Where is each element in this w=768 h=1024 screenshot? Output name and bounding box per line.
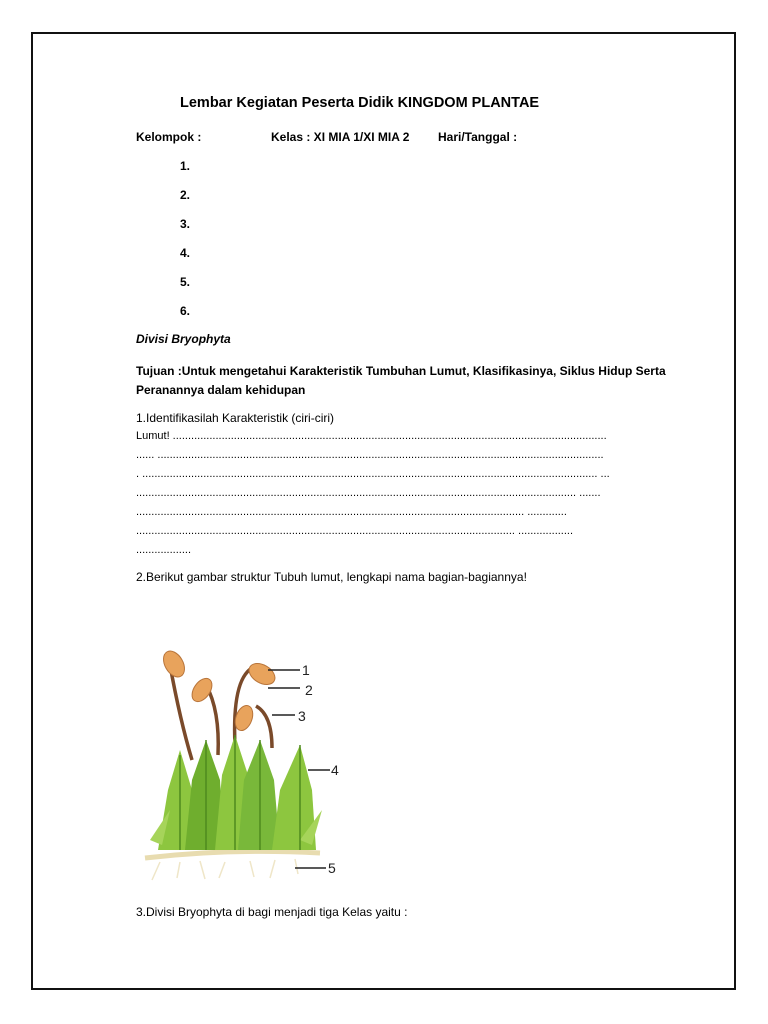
answer-line: ............................................................................................................................ ..................	[136, 525, 574, 537]
question-3-prompt: 3.Divisi Bryophyta di bagi menjadi tiga Kelas yaitu :	[136, 905, 408, 919]
class-label: Kelas : XI MIA 1/XI MIA 2	[271, 130, 410, 144]
member-number: 4.	[180, 246, 191, 260]
seta	[170, 665, 192, 760]
objective-line-1: Tujuan :Untuk mengetahui Karakteristik Tumbuhan Lumut, Klasifikasinya, Siklus Hidup Serta	[136, 364, 666, 378]
division-heading: Divisi Bryophyta	[136, 332, 231, 346]
date-label: Hari/Tanggal :	[438, 130, 518, 144]
figure-label-1: 1	[302, 662, 310, 678]
member-number: 6.	[180, 304, 191, 318]
seta	[256, 706, 272, 748]
capsule	[245, 659, 278, 689]
objective-line-2: Peranannya dalam kehidupan	[136, 383, 306, 397]
member-number: 2.	[180, 188, 191, 202]
question-2-prompt: 2.Berikut gambar struktur Tubuh lumut, lengkapi nama bagian-bagiannya!	[136, 570, 527, 584]
figure-label-2: 2	[305, 682, 313, 698]
group-label: Kelompok :	[136, 130, 202, 144]
member-number: 3.	[180, 217, 191, 231]
worksheet-title: Lembar Kegiatan Peserta Didik KINGDOM PLANTAE	[180, 95, 540, 111]
figure-label-4: 4	[331, 762, 339, 778]
member-number: 5.	[180, 275, 191, 289]
figure-label-5: 5	[328, 860, 336, 876]
ground-line	[145, 851, 320, 858]
answer-line: ..................	[136, 544, 192, 556]
moss-structure-illustration	[140, 640, 360, 890]
answer-line: ................................................................................................................................................ .......	[136, 487, 601, 499]
answer-line: ...... ..................................................................................................................................................	[136, 449, 604, 461]
answer-line: ............................................................................................................................... .............	[136, 506, 567, 518]
leafy-shoots	[150, 735, 322, 850]
question-1-prompt: 1.Identifikasilah Karakteristik (ciri-ciri)	[136, 411, 335, 425]
answer-line: . ..................................................................................................................................................... ...	[136, 468, 610, 480]
answer-line: Lumut! ..............................................................................................................................................	[136, 430, 607, 442]
rhizoid-lines	[152, 859, 298, 880]
figure-label-3: 3	[298, 708, 306, 724]
capsule	[159, 647, 189, 680]
member-number: 1.	[180, 159, 191, 173]
